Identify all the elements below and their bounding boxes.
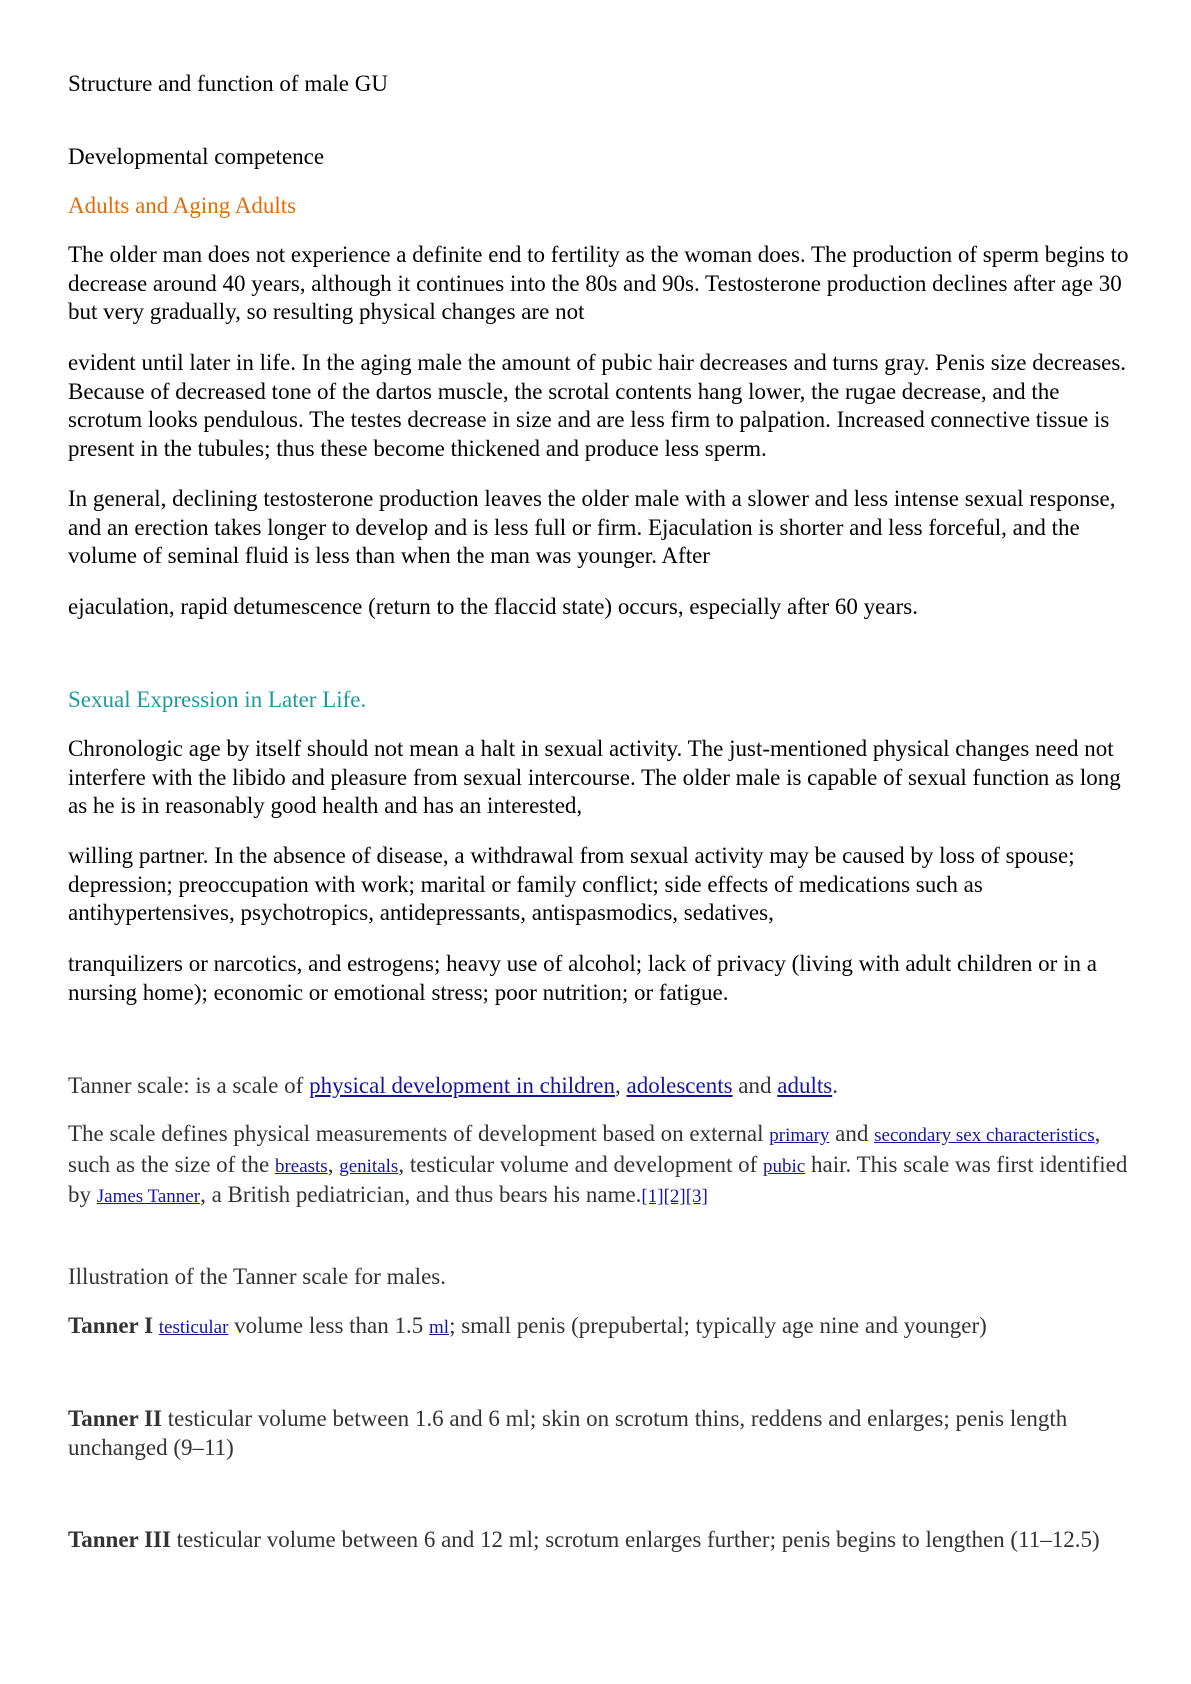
tanner-stage-2-label: Tanner II: [68, 1406, 162, 1431]
tanner-stage-3: [68, 1526, 1100, 1555]
tanner-stage-1-label: Tanner I: [68, 1313, 154, 1338]
section-heading-developmental: Developmental competence: [68, 144, 325, 169]
tanner-intro-sep1: ,: [615, 1073, 627, 1098]
tanner-stage-3-label: Tanner III: [68, 1527, 171, 1552]
link-ml[interactable]: ml: [429, 1317, 450, 1338]
link-references[interactable]: [1][2][3]: [641, 1186, 708, 1208]
tanner-stage-2: [68, 1405, 1138, 1462]
link-genitals[interactable]: genitals: [339, 1155, 399, 1177]
tanner-scale-text5: , testicular volume and development of: [398, 1151, 764, 1177]
paragraph-tranquilizers: tranquilizers or narcotics, and estrogens; heavy use of alcohol; lack of privacy (living with adult children or in a nursing home); economic or emotional stress; poor nutrition; or fatigue.: [68, 951, 1097, 1005]
paragraph-tanner-intro: [68, 1072, 838, 1101]
illustration-caption: Illustration of the Tanner scale for males.: [68, 1264, 446, 1289]
paragraph-chronologic-age: Chronologic age by itself should not mean a halt in sexual activity. The just-mentioned physical changes need not interfere with the libido and pleasure from sexual intercourse. The older male is capable of sexual function as long as he is in reasonably good health and has an interested,: [68, 736, 1121, 819]
document-title: Structure and function of male GU: [68, 71, 388, 96]
link-pubic[interactable]: pubic: [763, 1155, 806, 1177]
link-physical-development[interactable]: physical development in children: [309, 1073, 616, 1098]
tanner-stage-1-text2: ; small penis (prepubertal; typically age nine and younger): [449, 1313, 987, 1338]
section-heading-adults: Adults and Aging Adults: [68, 193, 297, 218]
paragraph-detumescence: ejaculation, rapid detumescence (return to the flaccid state) occurs, especially after 60 years.: [68, 594, 918, 619]
tanner-scale-text7: , a British pediatrician, and thus bears his name.: [200, 1182, 642, 1208]
tanner-stage-1: [68, 1312, 987, 1343]
paragraph-testosterone: In general, declining testosterone production leaves the older male with a slower and less intense sexual response, and an erection takes longer to develop and is less full or firm. Ejaculation is shorter and less forceful, and the volume of seminal fluid is less than when the man was younger. After: [68, 486, 1116, 569]
link-james-tanner[interactable]: James Tanner: [96, 1186, 201, 1208]
link-testicular[interactable]: testicular: [158, 1317, 229, 1338]
tanner-stage-2-text: testicular volume between 1.6 and 6 ml; skin on scrotum thins, reddens and enlarges; penis length unchanged (9–11): [68, 1406, 1068, 1460]
tanner-intro-prefix: Tanner scale: is a scale of: [68, 1073, 310, 1098]
tanner-intro-end: .: [832, 1073, 838, 1098]
paragraph-fertility: The older man does not experience a definite end to fertility as the woman does. The production of sperm begins to decrease around 40 years, although it continues into the 80s and 90s. Testosterone production declines after age 30 but very gradually, so resulting physical changes are not: [68, 242, 1129, 325]
link-adolescents[interactable]: adolescents: [626, 1073, 733, 1098]
paragraph-aging-changes: evident until later in life. In the aging male the amount of pubic hair decreases and turns gray. Penis size decreases. Because of decreased tone of the dartos muscle, the scrotal contents hang lower, the rugae decrease, and the scrotum looks pendulous. The testes decrease in size and are less firm to palpation. Increased connective tissue is present in the tubules; thus these become thickened and produce less sperm.: [68, 350, 1127, 461]
tanner-intro-sep2: and: [732, 1073, 778, 1098]
paragraph-withdrawal: willing partner. In the absence of disease, a withdrawal from sexual activity may be caused by loss of spouse; depression; preoccupation with work; marital or family conflict; side effects of medications such as antihypertensives, psychotropics, antidepressants, antispasmodics, sedatives,: [68, 843, 1075, 926]
tanner-scale-text4: ,: [327, 1151, 340, 1177]
tanner-stage-1-text1: volume less than 1.5: [228, 1313, 429, 1338]
link-secondary-sex-characteristics[interactable]: secondary sex characteristics: [874, 1125, 1095, 1146]
tanner-scale-text3: , such as the size of the: [68, 1121, 1101, 1177]
link-primary[interactable]: primary: [769, 1125, 830, 1146]
section-heading-sexual-expression: Sexual Expression in Later Life.: [68, 687, 367, 712]
tanner-scale-text6: hair. This scale was first identified by: [68, 1151, 1128, 1208]
tanner-scale-text2: and: [829, 1121, 875, 1146]
link-breasts[interactable]: breasts: [274, 1155, 328, 1177]
tanner-scale-text1: The scale defines physical measurements of development based on external: [68, 1121, 770, 1146]
tanner-stage-3-text: testicular volume between 6 and 12 ml; scrotum enlarges further; penis begins to lengthen (11–12.5): [170, 1527, 1100, 1552]
link-adults[interactable]: adults: [777, 1073, 833, 1098]
paragraph-tanner-scale: [68, 1120, 1138, 1212]
